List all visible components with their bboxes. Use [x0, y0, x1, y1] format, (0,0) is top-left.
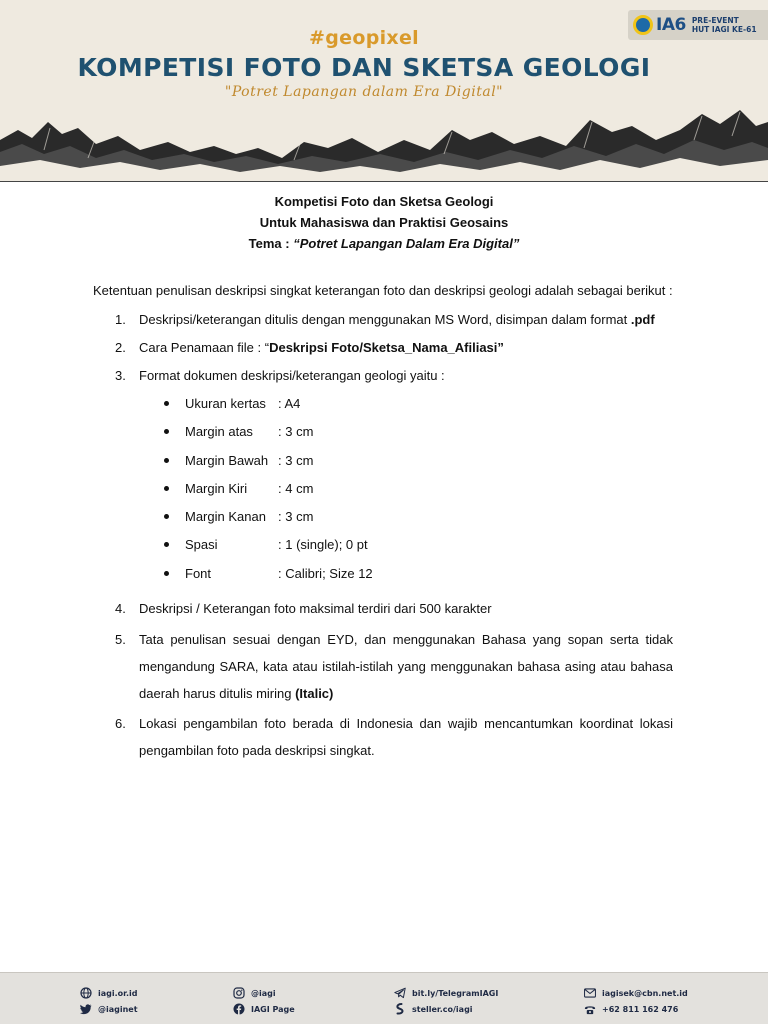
rule-item: [93, 626, 673, 707]
header-line-1: Kompetisi Foto dan Sketsa Geologi: [274, 194, 494, 209]
spec-value: : 3 cm: [278, 424, 314, 440]
footer-instagram[interactable]: [233, 985, 295, 1001]
footer-column-channels: [394, 985, 498, 1017]
badge-line-1: PRE-EVENT: [691, 16, 739, 25]
rule-item: [93, 598, 673, 619]
rule-text: Lokasi pengambilan foto berada di Indonesia dan wajib mencantumkan koordinat lokasi pengambilan foto pada deskripsi singkat.: [139, 716, 673, 759]
spec-item: [139, 393, 673, 421]
bullet-icon: [164, 401, 169, 406]
bullet-icon: [164, 571, 169, 576]
website-text: iagi.or.id: [98, 988, 138, 998]
document-body: [93, 280, 673, 767]
spec-item: [139, 421, 673, 449]
steller-icon: [394, 1003, 406, 1015]
rule-item: [93, 365, 673, 591]
spec-item: [139, 534, 673, 562]
spec-label: Ukuran kertas: [185, 396, 266, 411]
bullet-icon: [164, 542, 169, 547]
steller-text: steller.co/iagi: [412, 1004, 473, 1014]
header-line-2: Untuk Mahasiswa dan Praktisi Geosains: [259, 215, 509, 230]
bullet-icon: [164, 458, 169, 463]
footer-column-contact: [584, 985, 688, 1017]
footer-email[interactable]: [584, 985, 688, 1001]
banner-tagline: "Potret Lapangan dalam Era Digital": [224, 84, 504, 100]
spec-value: : Calibri; Size 12: [278, 565, 373, 581]
header-theme: [0, 233, 768, 254]
spec-value: : 1 (single); 0 pt: [278, 537, 368, 553]
spec-label: Spasi: [185, 537, 218, 553]
rule-text: Cara Penamaan file : “: [139, 340, 270, 355]
footer-facebook[interactable]: [233, 1001, 295, 1017]
rule-strong: (Italic): [295, 686, 334, 702]
badge-line-2: HUT IAGI KE-61: [691, 25, 757, 34]
spec-label: Margin Kanan: [185, 509, 266, 525]
spec-item: [139, 478, 673, 506]
rule-number: 2.: [115, 340, 126, 355]
globe-icon: [80, 987, 92, 999]
rule-strong: .pdf: [630, 312, 655, 327]
rule-number: 5.: [115, 632, 126, 648]
theme-label: Tema :: [248, 236, 294, 251]
rule-strong: Deskripsi Foto/Sketsa_Nama_Afiliasi”: [269, 340, 504, 355]
bullet-icon: [164, 514, 169, 519]
rule-item: [93, 309, 673, 330]
bullet-icon: [164, 429, 169, 434]
banner-title: KOMPETISI FOTO DAN SKETSA GEOLOGI: [77, 53, 651, 82]
badge-logo-text: IA6: [656, 15, 686, 35]
rule-number: 1.: [115, 312, 126, 327]
spec-label: Margin atas: [185, 424, 253, 440]
spec-value: : 3 cm: [278, 452, 314, 468]
spec-value: : 3 cm: [278, 509, 314, 525]
rule-text: Format dokumen deskripsi/keterangan geologi yaitu :: [139, 368, 445, 383]
event-banner: [0, 0, 768, 182]
instagram-icon: [233, 987, 245, 999]
footer-telegram[interactable]: [394, 985, 498, 1001]
contact-footer: [0, 972, 768, 1024]
intro-paragraph: Ketentuan penulisan deskripsi singkat keterangan foto dan deskripsi geologi adalah sebagai berikut :: [93, 283, 673, 298]
format-spec-list: [139, 393, 673, 591]
bullet-icon: [164, 486, 169, 491]
spec-value: : A4: [278, 396, 301, 411]
badge-event-text: [692, 16, 757, 34]
phone-text: +62 811 162 476: [602, 1004, 679, 1014]
theme-value: “Potret Lapangan Dalam Era Digital”: [293, 236, 520, 251]
rule-item: [93, 710, 673, 764]
pre-event-badge: [628, 10, 768, 40]
twitter-text: @iaginet: [98, 1004, 138, 1014]
email-icon: [584, 987, 596, 999]
spec-value: : 4 cm: [278, 480, 314, 496]
footer-steller[interactable]: [394, 1001, 498, 1017]
footer-column-social: [233, 985, 295, 1017]
document-header: [0, 191, 768, 254]
banner-hashtag: #geopixel: [309, 27, 419, 49]
rules-list: [93, 309, 673, 764]
footer-column-web: [80, 985, 138, 1017]
rule-text: Deskripsi/keterangan ditulis dengan menggunakan MS Word, disimpan dalam format: [139, 312, 628, 327]
spec-label: Font: [185, 565, 212, 581]
spec-item: [139, 563, 673, 591]
rule-number: 3.: [115, 368, 126, 383]
spec-label: Margin Kiri: [185, 480, 248, 496]
mountain-illustration: [0, 100, 768, 182]
iagi-logo-icon: [633, 15, 653, 35]
rule-number: 4.: [115, 601, 126, 617]
rule-text: Deskripsi / Keterangan foto maksimal terdiri dari 500 karakter: [139, 601, 492, 617]
instagram-text: @iagi: [251, 988, 276, 998]
twitter-icon: [80, 1003, 92, 1015]
phone-icon: [584, 1003, 596, 1015]
footer-phone[interactable]: [584, 1001, 688, 1017]
rule-text: Tata penulisan sesuai dengan EYD, dan menggunakan Bahasa yang sopan serta tidak mengandung SARA, kata atau istilah-istilah yang menggunakan bahasa asing atau bahasa daerah harus ditulis miring: [139, 632, 673, 702]
rule-number: 6.: [115, 716, 126, 732]
facebook-text: IAGI Page: [251, 1004, 295, 1014]
spec-item: [139, 506, 673, 534]
spec-item: [139, 450, 673, 478]
rule-item: [93, 337, 673, 358]
facebook-icon: [233, 1003, 245, 1015]
telegram-text: bit.ly/TelegramIAGI: [412, 988, 499, 998]
telegram-icon: [394, 987, 406, 999]
footer-twitter[interactable]: [80, 1001, 138, 1017]
spec-label: Margin Bawah: [185, 452, 269, 468]
email-text: iagisek@cbn.net.id: [602, 988, 688, 998]
footer-website[interactable]: [80, 985, 138, 1001]
